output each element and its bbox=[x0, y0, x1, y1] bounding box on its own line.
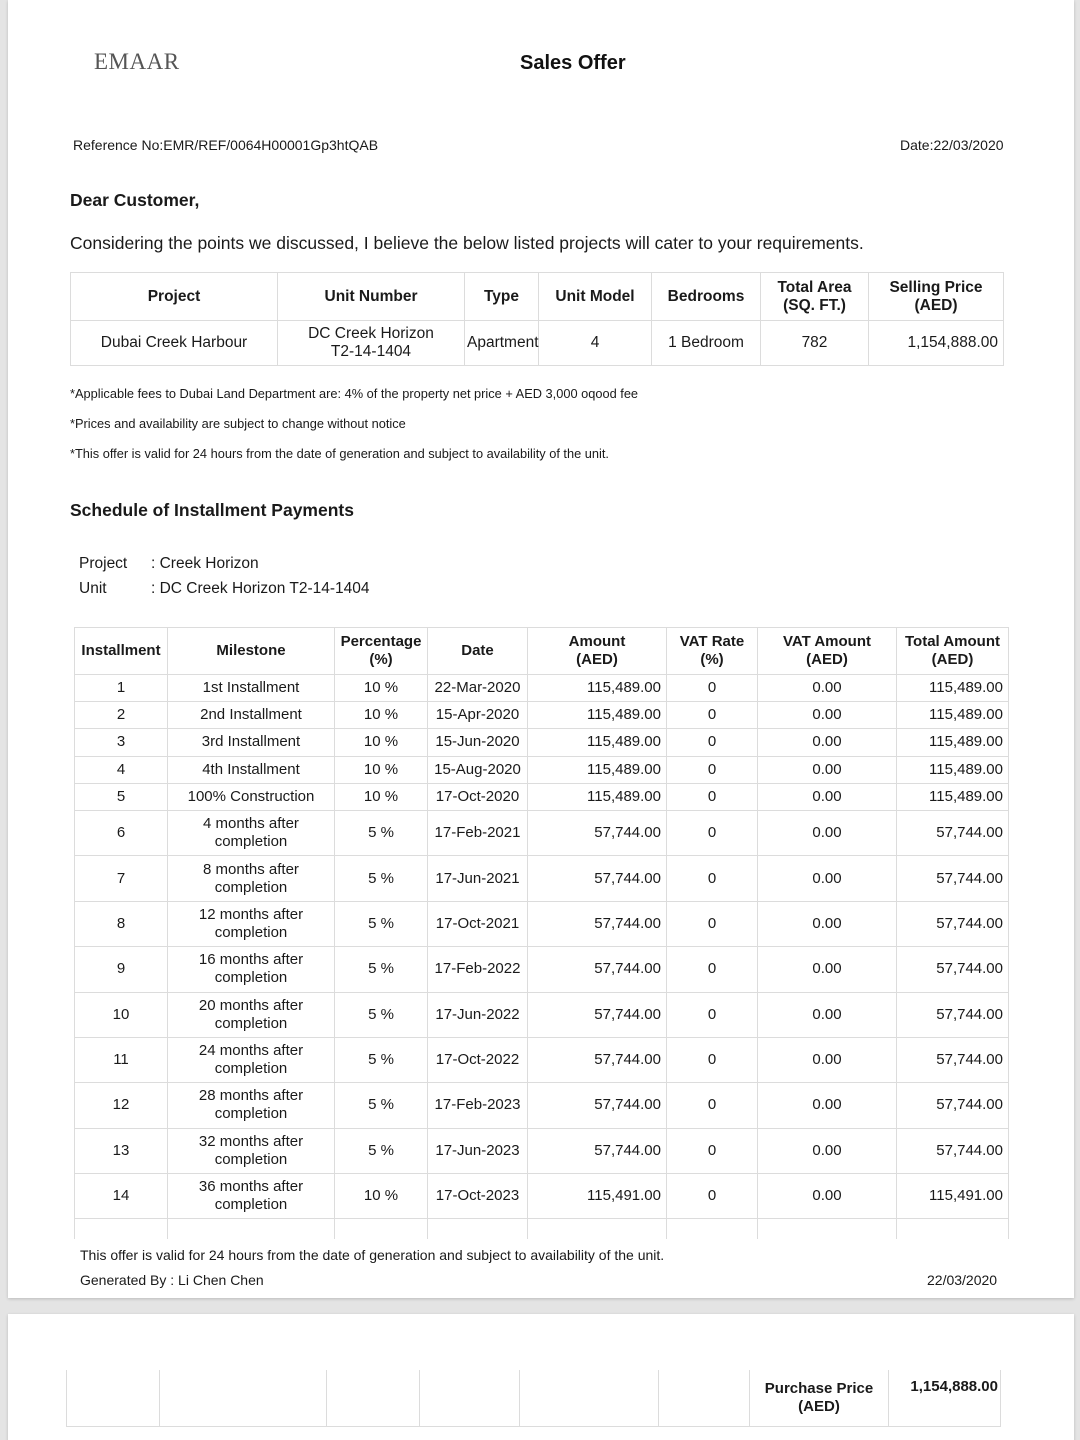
table-row bbox=[75, 856, 1009, 901]
schedule-title: Schedule of Installment Payments bbox=[70, 500, 354, 520]
cell-vat-rate: 0 bbox=[667, 856, 758, 901]
cell-total-amount: 115,489.00 bbox=[897, 783, 1009, 810]
cell-amount: 115,489.00 bbox=[528, 729, 667, 756]
cell-unit-number: DC Creek Horizon T2-14-1404 bbox=[278, 321, 465, 366]
purchase-price-value: 1,154,888.00 bbox=[889, 1370, 1001, 1426]
cell-vat-amount: 0.00 bbox=[758, 783, 897, 810]
table-row bbox=[75, 810, 1009, 855]
cell-vat-rate: 0 bbox=[667, 1037, 758, 1082]
cell-vat-amount: 0.00 bbox=[758, 901, 897, 946]
cell-total-amount: 57,744.00 bbox=[897, 901, 1009, 946]
summary-row bbox=[67, 1370, 1001, 1426]
col-percentage: Percentage (%) bbox=[335, 628, 428, 675]
cell-percentage: 10 % bbox=[335, 729, 428, 756]
cell-amount: 115,489.00 bbox=[528, 702, 667, 729]
cell-amount: 115,491.00 bbox=[528, 1174, 667, 1219]
col-project: Project bbox=[71, 273, 278, 321]
cell-vat-amount: 0.00 bbox=[758, 1037, 897, 1082]
table-row bbox=[75, 947, 1009, 992]
cell-percentage: 10 % bbox=[335, 675, 428, 702]
cell-installment: 6 bbox=[75, 810, 168, 855]
cell-date: 15-Jun-2020 bbox=[428, 729, 528, 756]
col-type: Type bbox=[465, 273, 539, 321]
cell-vat-rate: 0 bbox=[667, 947, 758, 992]
table-row bbox=[75, 756, 1009, 783]
cell-date: 17-Feb-2023 bbox=[428, 1083, 528, 1128]
cell-vat-amount: 0.00 bbox=[758, 1128, 897, 1173]
table-row bbox=[71, 321, 1004, 366]
cell-vat-amount: 0.00 bbox=[758, 810, 897, 855]
col-date: Date bbox=[428, 628, 528, 675]
cell-vat-amount: 0.00 bbox=[758, 1174, 897, 1219]
generated-by: Generated By : Li Chen Chen bbox=[80, 1272, 264, 1288]
cell-amount: 57,744.00 bbox=[528, 1037, 667, 1082]
table-row bbox=[75, 1174, 1009, 1219]
col-amount: Amount (AED) bbox=[528, 628, 667, 675]
footer-validity-note: This offer is valid for 24 hours from the date of generation and subject to availability of the unit. bbox=[80, 1247, 665, 1263]
cell-installment: 3 bbox=[75, 729, 168, 756]
cell-amount: 57,744.00 bbox=[528, 947, 667, 992]
cell-vat-rate: 0 bbox=[667, 702, 758, 729]
cell-total-amount: 57,744.00 bbox=[897, 1083, 1009, 1128]
cell-percentage: 10 % bbox=[335, 783, 428, 810]
cell-date: 17-Jun-2023 bbox=[428, 1128, 528, 1173]
units-table bbox=[70, 272, 1004, 366]
cell-total-amount: 57,744.00 bbox=[897, 947, 1009, 992]
col-selling-price: Selling Price (AED) bbox=[869, 273, 1004, 321]
note-dld-fees: *Applicable fees to Dubai Land Department are: 4% of the property net price + AED 3,000 oqood fee bbox=[70, 386, 639, 401]
col-unit-model: Unit Model bbox=[539, 273, 652, 321]
cell-vat-amount: 0.00 bbox=[758, 702, 897, 729]
cell-milestone: 24 months after completion bbox=[168, 1037, 335, 1082]
cell-milestone: 28 months after completion bbox=[168, 1083, 335, 1128]
cell-installment: 10 bbox=[75, 992, 168, 1037]
note-prices: *Prices and availability are subject to change without notice bbox=[70, 416, 406, 431]
cell-percentage: 5 % bbox=[335, 810, 428, 855]
cell-milestone: 12 months after completion bbox=[168, 901, 335, 946]
cell-percentage: 10 % bbox=[335, 702, 428, 729]
cell-milestone: 8 months after completion bbox=[168, 856, 335, 901]
purchase-price-label: Purchase Price (AED) bbox=[750, 1370, 889, 1426]
greeting: Dear Customer, bbox=[70, 190, 200, 210]
table-row bbox=[75, 783, 1009, 810]
cell-total-amount: 57,744.00 bbox=[897, 810, 1009, 855]
schedule-header-row bbox=[75, 628, 1009, 675]
cell-total-area: 782 bbox=[761, 321, 869, 366]
cell-total-amount: 115,491.00 bbox=[897, 1174, 1009, 1219]
cell-vat-rate: 0 bbox=[667, 810, 758, 855]
cell-date: 17-Jun-2022 bbox=[428, 992, 528, 1037]
cell-percentage: 5 % bbox=[335, 1037, 428, 1082]
cell-milestone: 2nd Installment bbox=[168, 702, 335, 729]
cell-percentage: 5 % bbox=[335, 856, 428, 901]
cell-total-amount: 57,744.00 bbox=[897, 856, 1009, 901]
cell-percentage: 5 % bbox=[335, 992, 428, 1037]
cell-milestone: 32 months after completion bbox=[168, 1128, 335, 1173]
cell-vat-amount: 0.00 bbox=[758, 675, 897, 702]
cell-milestone: 3rd Installment bbox=[168, 729, 335, 756]
cell-amount: 115,489.00 bbox=[528, 783, 667, 810]
cell-vat-rate: 0 bbox=[667, 1174, 758, 1219]
cell-percentage: 10 % bbox=[335, 1174, 428, 1219]
cell-amount: 57,744.00 bbox=[528, 1083, 667, 1128]
cell-percentage: 5 % bbox=[335, 1083, 428, 1128]
table-row bbox=[75, 675, 1009, 702]
cell-date: 17-Jun-2021 bbox=[428, 856, 528, 901]
generated-date: 22/03/2020 bbox=[927, 1272, 998, 1288]
document-page-2 bbox=[8, 1314, 1074, 1440]
cell-milestone: 16 months after completion bbox=[168, 947, 335, 992]
cell-bedrooms: 1 Bedroom bbox=[652, 321, 761, 366]
cell-milestone: 1st Installment bbox=[168, 675, 335, 702]
cell-vat-rate: 0 bbox=[667, 1128, 758, 1173]
meta-unit-value: : DC Creek Horizon T2-14-1404 bbox=[151, 580, 370, 597]
col-unit-number: Unit Number bbox=[278, 273, 465, 321]
intro-text: Considering the points we discussed, I believe the below listed projects will cater to your requirements. bbox=[70, 233, 864, 253]
col-installment: Installment bbox=[75, 628, 168, 675]
cell-milestone: 100% Construction bbox=[168, 783, 335, 810]
table-row bbox=[75, 1128, 1009, 1173]
note-validity: *This offer is valid for 24 hours from the date of generation and subject to availability of the unit. bbox=[70, 446, 609, 461]
cell-installment: 4 bbox=[75, 756, 168, 783]
cell-vat-amount: 0.00 bbox=[758, 947, 897, 992]
cell-total-amount: 115,489.00 bbox=[897, 729, 1009, 756]
cell-installment: 12 bbox=[75, 1083, 168, 1128]
purchase-price-summary bbox=[66, 1370, 1001, 1427]
table-row bbox=[75, 729, 1009, 756]
cell-vat-amount: 0.00 bbox=[758, 756, 897, 783]
cell-percentage: 5 % bbox=[335, 901, 428, 946]
cell-installment: 8 bbox=[75, 901, 168, 946]
cell-installment: 2 bbox=[75, 702, 168, 729]
cell-percentage: 5 % bbox=[335, 1128, 428, 1173]
reference-number: Reference No:EMR/REF/0064H00001Gp3htQAB bbox=[73, 137, 379, 153]
cell-date: 17-Oct-2020 bbox=[428, 783, 528, 810]
col-bedrooms: Bedrooms bbox=[652, 273, 761, 321]
cell-milestone: 4 months after completion bbox=[168, 810, 335, 855]
cell-vat-rate: 0 bbox=[667, 675, 758, 702]
cell-vat-amount: 0.00 bbox=[758, 856, 897, 901]
cell-total-amount: 57,744.00 bbox=[897, 1128, 1009, 1173]
cell-installment: 1 bbox=[75, 675, 168, 702]
cell-amount: 57,744.00 bbox=[528, 901, 667, 946]
cell-installment: 11 bbox=[75, 1037, 168, 1082]
cell-total-amount: 57,744.00 bbox=[897, 1037, 1009, 1082]
cell-date: 17-Feb-2022 bbox=[428, 947, 528, 992]
cell-milestone: 20 months after completion bbox=[168, 992, 335, 1037]
meta-project-value: : Creek Horizon bbox=[151, 555, 259, 572]
cell-percentage: 5 % bbox=[335, 947, 428, 992]
table-row bbox=[75, 1083, 1009, 1128]
cell-date: 22-Mar-2020 bbox=[428, 675, 528, 702]
document-page-1 bbox=[8, 0, 1074, 1298]
cell-amount: 57,744.00 bbox=[528, 856, 667, 901]
table-row bbox=[75, 992, 1009, 1037]
table-row bbox=[75, 901, 1009, 946]
offer-date: Date:22/03/2020 bbox=[900, 137, 1004, 153]
meta-project-label: Project bbox=[79, 555, 128, 572]
table-row bbox=[75, 1037, 1009, 1082]
cell-vat-amount: 0.00 bbox=[758, 729, 897, 756]
cell-vat-rate: 0 bbox=[667, 783, 758, 810]
document-title: Sales Offer bbox=[520, 52, 626, 74]
units-table-header bbox=[71, 273, 1004, 321]
cell-date: 17-Oct-2022 bbox=[428, 1037, 528, 1082]
col-total-area: Total Area (SQ. FT.) bbox=[761, 273, 869, 321]
cell-vat-rate: 0 bbox=[667, 756, 758, 783]
cell-type: Apartment bbox=[465, 321, 539, 366]
cell-total-amount: 115,489.00 bbox=[897, 756, 1009, 783]
table-row bbox=[75, 702, 1009, 729]
col-vat-amount: VAT Amount (AED) bbox=[758, 628, 897, 675]
cell-selling-price: 1,154,888.00 bbox=[869, 321, 1004, 366]
cell-amount: 115,489.00 bbox=[528, 675, 667, 702]
cell-total-amount: 115,489.00 bbox=[897, 702, 1009, 729]
emaar-logo: EMAAR bbox=[94, 49, 180, 74]
cell-installment: 7 bbox=[75, 856, 168, 901]
col-vat-rate: VAT Rate (%) bbox=[667, 628, 758, 675]
cell-amount: 57,744.00 bbox=[528, 992, 667, 1037]
cell-date: 17-Oct-2023 bbox=[428, 1174, 528, 1219]
col-total-amount: Total Amount (AED) bbox=[897, 628, 1009, 675]
cell-total-amount: 57,744.00 bbox=[897, 992, 1009, 1037]
cell-unit-model: 4 bbox=[539, 321, 652, 366]
cell-date: 17-Oct-2021 bbox=[428, 901, 528, 946]
cell-milestone: 36 months after completion bbox=[168, 1174, 335, 1219]
col-milestone: Milestone bbox=[168, 628, 335, 675]
cell-amount: 115,489.00 bbox=[528, 756, 667, 783]
cell-vat-amount: 0.00 bbox=[758, 1083, 897, 1128]
cell-amount: 57,744.00 bbox=[528, 810, 667, 855]
table-row-empty bbox=[75, 1219, 1009, 1239]
meta-unit-label: Unit bbox=[79, 580, 107, 597]
cell-date: 15-Apr-2020 bbox=[428, 702, 528, 729]
cell-vat-amount: 0.00 bbox=[758, 992, 897, 1037]
cell-vat-rate: 0 bbox=[667, 1083, 758, 1128]
cell-project: Dubai Creek Harbour bbox=[71, 321, 278, 366]
cell-date: 15-Aug-2020 bbox=[428, 756, 528, 783]
cell-installment: 14 bbox=[75, 1174, 168, 1219]
cell-installment: 9 bbox=[75, 947, 168, 992]
cell-total-amount: 115,489.00 bbox=[897, 675, 1009, 702]
cell-amount: 57,744.00 bbox=[528, 1128, 667, 1173]
cell-date: 17-Feb-2021 bbox=[428, 810, 528, 855]
installment-schedule-table bbox=[74, 627, 1009, 1239]
cell-installment: 5 bbox=[75, 783, 168, 810]
cell-milestone: 4th Installment bbox=[168, 756, 335, 783]
cell-vat-rate: 0 bbox=[667, 729, 758, 756]
cell-installment: 13 bbox=[75, 1128, 168, 1173]
cell-vat-rate: 0 bbox=[667, 901, 758, 946]
cell-percentage: 10 % bbox=[335, 756, 428, 783]
cell-vat-rate: 0 bbox=[667, 992, 758, 1037]
